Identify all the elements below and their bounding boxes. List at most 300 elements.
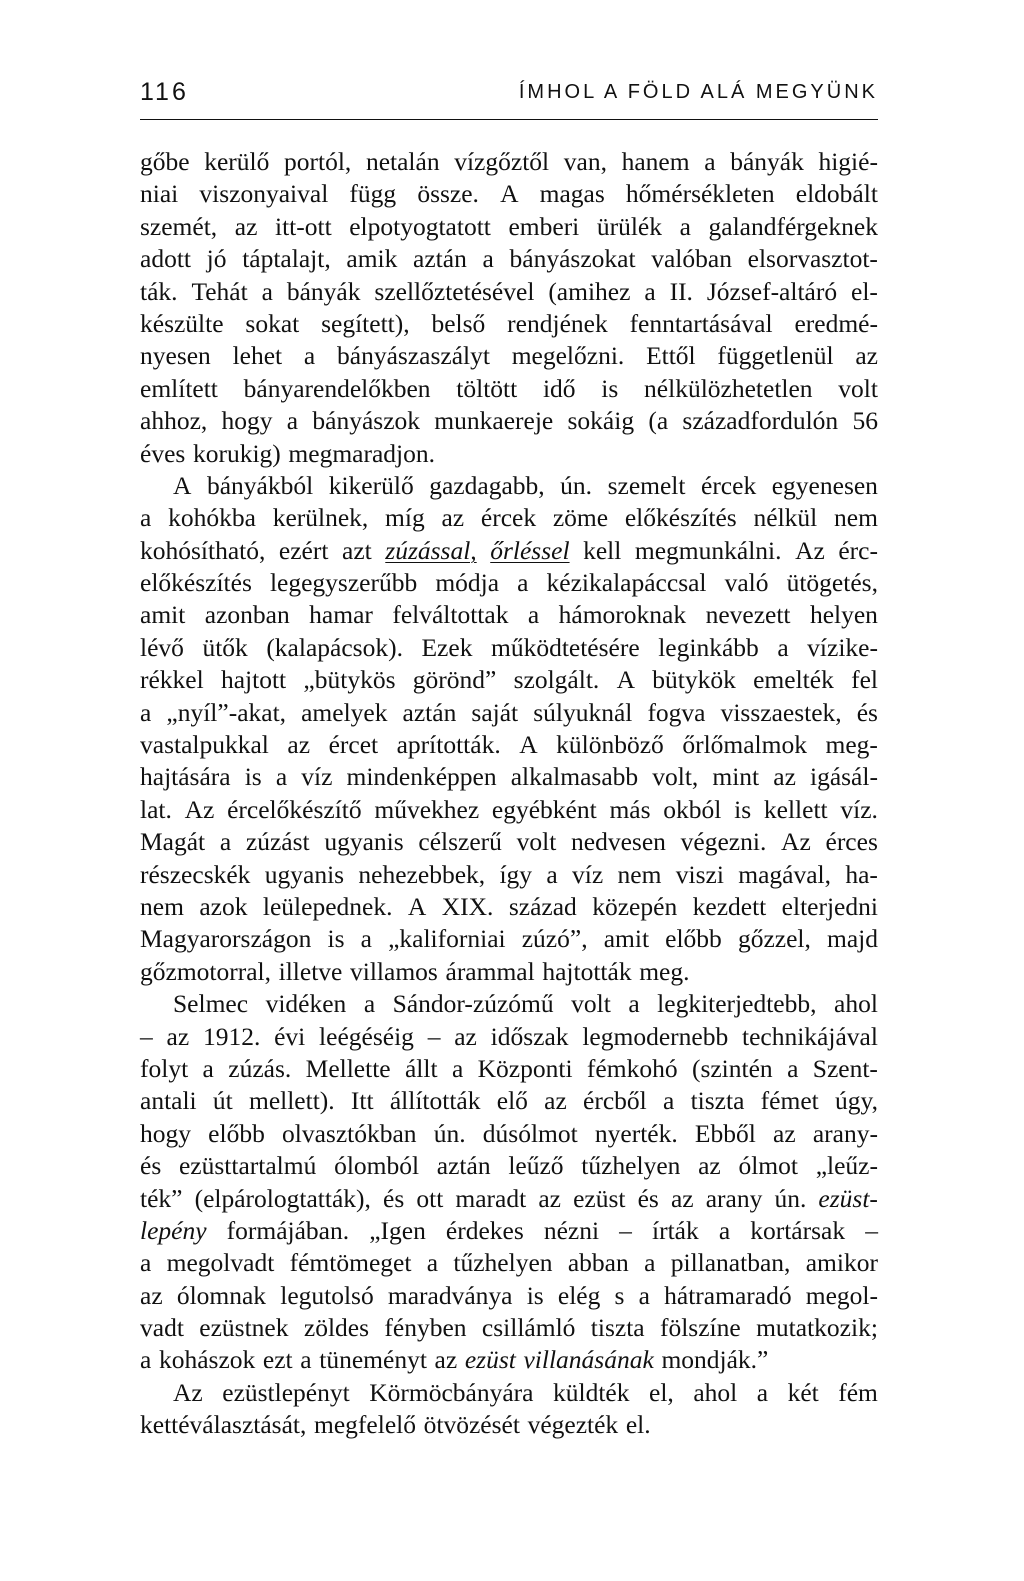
word: megfelelő <box>314 1410 416 1440</box>
text-line <box>140 308 878 340</box>
word: bányarendelőkben <box>243 373 431 403</box>
word: a <box>426 1248 439 1278</box>
word: a <box>628 989 640 1019</box>
word: eredmé- <box>794 308 878 338</box>
word: Az <box>795 535 825 565</box>
word: volt, <box>652 762 699 792</box>
word: ezüstlepényt <box>222 1377 350 1407</box>
word: az <box>234 211 258 241</box>
word: Az <box>781 827 811 857</box>
word: és <box>383 1183 405 1213</box>
word: kezdett <box>692 891 767 921</box>
word: fel <box>851 665 878 695</box>
word: bányászaszályt <box>337 341 490 371</box>
word: az <box>166 1021 190 1051</box>
word: az <box>773 762 796 792</box>
text-line <box>140 697 878 729</box>
word: kézikalapáccsal <box>546 568 707 598</box>
word: nevezett <box>705 600 791 630</box>
word: maradt <box>455 1183 527 1213</box>
word: legutolsó <box>280 1280 374 1310</box>
word: lehet <box>232 341 283 371</box>
word: ezt <box>262 1345 293 1375</box>
word: – <box>865 1215 878 1245</box>
word: említett <box>140 373 218 403</box>
word: „leűz- <box>815 1151 878 1181</box>
word: az <box>287 730 311 760</box>
word: a <box>787 1053 799 1083</box>
word: volt <box>516 827 557 857</box>
text-line <box>140 1344 878 1376</box>
word: elsorvasztot- <box>747 244 878 274</box>
word: a <box>663 1086 675 1116</box>
word: bányák <box>286 276 361 306</box>
word: hátramaradó <box>664 1280 792 1310</box>
word: A <box>500 179 519 209</box>
word: nehezebbek, <box>358 859 486 889</box>
text-line <box>140 859 878 891</box>
word: ürülék <box>596 211 663 241</box>
word: nélkülözhetetlen <box>644 373 813 403</box>
word: kikerülő <box>328 470 414 500</box>
text-line <box>140 632 878 664</box>
word: magas <box>539 179 605 209</box>
word: század <box>508 891 577 921</box>
text-line <box>140 470 878 502</box>
text-line <box>140 502 878 534</box>
word: leülepednek. <box>262 891 393 921</box>
word: századfordulón <box>682 406 839 436</box>
word: kortársak <box>750 1215 846 1245</box>
word: ólomból <box>334 1151 420 1181</box>
word: Szent- <box>812 1053 878 1083</box>
text-line <box>140 794 878 826</box>
word: szellőztetésével <box>374 276 535 306</box>
word: ugyanis <box>264 859 345 889</box>
word: bányák <box>730 147 804 176</box>
word: is <box>244 762 262 792</box>
word: gazdagabb, <box>429 470 545 500</box>
word: művekhez <box>374 794 480 824</box>
word: kohókba <box>168 503 256 533</box>
word: higié- <box>818 147 878 176</box>
word: egyenesen <box>771 470 878 500</box>
word: itt-ott <box>274 211 332 241</box>
word: kerülő <box>204 147 270 176</box>
word: amelyek <box>301 697 388 727</box>
word: pillanatban, <box>670 1248 791 1278</box>
word: végezni. <box>680 827 767 857</box>
word: és <box>140 1151 162 1181</box>
word: munkaereje <box>434 406 554 436</box>
word: előbb <box>208 1118 265 1148</box>
word: érc- <box>838 535 878 565</box>
word: út <box>212 1086 233 1116</box>
word: aztán <box>402 697 457 727</box>
word: hamar <box>309 600 373 630</box>
word: víz <box>301 762 333 792</box>
word: rékkel <box>140 665 204 695</box>
word: s <box>614 1280 625 1310</box>
word: víz. <box>840 794 878 824</box>
word: József-altáró <box>706 276 838 306</box>
word: őrléssel <box>490 535 570 565</box>
word: zúzással, <box>385 535 477 565</box>
word: hogy <box>221 406 273 436</box>
word: Az <box>184 794 215 824</box>
word: fölszíne <box>659 1313 741 1343</box>
word: érdekes <box>445 1215 524 1245</box>
word: megolvadt <box>166 1248 275 1278</box>
word: II. <box>669 276 693 306</box>
word: való <box>724 568 769 598</box>
text-line <box>140 1053 878 1085</box>
word: saját <box>471 697 519 727</box>
word: alkalmasabb <box>510 762 639 792</box>
word: függ <box>349 179 397 209</box>
word: legmodernebb <box>582 1021 729 1051</box>
word: zúzást <box>245 827 310 857</box>
word: arany <box>705 1183 763 1213</box>
word: sokat <box>245 308 300 338</box>
word: ott <box>416 1183 444 1213</box>
word: egyébként <box>491 794 597 824</box>
word: hámoroknak <box>558 600 687 630</box>
word: ércek <box>480 503 537 533</box>
word: míg <box>385 503 425 533</box>
word: nyerték. <box>594 1118 678 1148</box>
word: nyesen <box>140 341 211 371</box>
word: adott <box>140 244 191 274</box>
word: zöme <box>552 503 609 533</box>
word: bányászokat <box>509 244 636 274</box>
word: vízike- <box>807 632 878 662</box>
word: göröndˮ <box>412 665 497 695</box>
word: ún. <box>560 470 593 500</box>
word: és <box>637 1183 659 1213</box>
word: bütykök <box>652 665 736 695</box>
word: a <box>527 600 540 630</box>
word: a <box>756 1377 769 1407</box>
text-line <box>140 1377 878 1409</box>
word: meg. <box>639 956 690 986</box>
text-line <box>140 211 878 243</box>
word: Mellette <box>305 1053 391 1083</box>
word: előkészítés <box>140 568 252 598</box>
word: amit <box>603 924 650 954</box>
word: szolgált. <box>513 665 600 695</box>
word: viszi <box>675 859 724 889</box>
word: fogva <box>647 697 706 727</box>
text-line <box>140 405 878 437</box>
word: a <box>140 1248 152 1278</box>
word: majd <box>826 924 878 954</box>
word: fémtömeget <box>289 1248 412 1278</box>
word: „kaliforniai <box>388 924 506 954</box>
word: ezüsttartalmú <box>178 1151 317 1181</box>
word: időszak <box>490 1021 569 1051</box>
word: a <box>517 568 529 598</box>
text-line <box>140 956 878 988</box>
text-line <box>140 891 878 923</box>
word: a <box>303 341 316 371</box>
text-line <box>140 923 878 955</box>
text-line <box>140 826 878 858</box>
word: a <box>360 924 372 954</box>
word: elő <box>496 1086 528 1116</box>
word: dúsólmot <box>482 1118 578 1148</box>
word: felváltottak <box>392 600 509 630</box>
text-line <box>140 1150 878 1182</box>
word: segített), <box>321 308 410 338</box>
word: „Igen <box>369 1215 426 1245</box>
word: 1912. <box>202 1021 261 1051</box>
word: elég <box>557 1280 601 1310</box>
word: „nyílˮ-akat, <box>166 697 287 727</box>
word: fenntartásával <box>629 308 773 338</box>
word: előkészítés <box>624 503 737 533</box>
word: ércet <box>328 730 379 760</box>
word: az <box>773 1118 796 1148</box>
word: kellett <box>763 794 828 824</box>
word: mondják.ˮ <box>661 1345 769 1375</box>
word: is <box>327 924 345 954</box>
word: a <box>644 276 656 306</box>
word: is <box>734 794 752 824</box>
word: – <box>140 1021 153 1051</box>
word: tűzhelyen <box>581 1151 681 1181</box>
word: azok <box>199 891 248 921</box>
word: más <box>609 794 651 824</box>
word: az <box>454 1021 477 1051</box>
word: bányákból <box>206 470 314 500</box>
word: ércből <box>583 1086 647 1116</box>
word: elpotyogtatott <box>349 211 491 241</box>
word: úgy, <box>834 1086 878 1116</box>
word: olvasztókban <box>282 1118 417 1148</box>
word: ötvözését <box>423 1410 520 1440</box>
text-line <box>140 340 878 372</box>
word: mindenképpen <box>346 762 497 792</box>
word: Az <box>173 1377 203 1407</box>
word: kohászok <box>158 1345 256 1375</box>
word: az <box>670 1183 694 1213</box>
word: lepény <box>140 1215 207 1245</box>
word: az <box>544 1086 567 1116</box>
text-line <box>140 438 878 470</box>
word: vastalpukkal <box>140 730 269 760</box>
word: gőzmotorral, <box>140 956 271 986</box>
word: fényben <box>384 1313 467 1343</box>
word: ún. <box>774 1183 807 1213</box>
word: az <box>140 1280 163 1310</box>
word: hajtott <box>220 665 287 695</box>
word: nem <box>140 891 184 921</box>
word: fém <box>838 1377 878 1407</box>
text-line <box>140 1280 878 1312</box>
word: árammal <box>445 956 535 986</box>
word: zúzóˮ, <box>521 924 588 954</box>
text-line <box>140 373 878 405</box>
word: a <box>140 503 152 533</box>
word: ezüstnek <box>199 1313 289 1343</box>
word: villanásának <box>523 1345 654 1375</box>
word: technikájával <box>742 1021 878 1051</box>
word: Itt <box>350 1086 374 1116</box>
word: ugyanis <box>324 827 404 857</box>
word: legegyszerűbb <box>269 568 418 598</box>
word: Ebből <box>694 1118 756 1148</box>
word: az <box>434 1345 458 1375</box>
text-line <box>140 1183 878 1215</box>
text-line <box>140 599 878 631</box>
word: az <box>538 1183 561 1213</box>
word: – <box>427 1021 441 1051</box>
word: Magyarországon <box>140 924 312 954</box>
word: ták. <box>140 276 178 306</box>
word: viszonyaival <box>199 179 329 209</box>
word: szemelt <box>607 470 686 500</box>
word: megmaradjon. <box>288 438 435 468</box>
word: (amihez <box>548 276 631 306</box>
word: azt <box>342 535 372 565</box>
word: amit <box>140 600 186 630</box>
word: megol- <box>805 1280 878 1310</box>
word: kettéválasztását, <box>140 1410 307 1440</box>
word: állt <box>404 1053 438 1083</box>
text-line <box>140 1085 878 1117</box>
word: tűzhelyen <box>453 1248 553 1278</box>
word: aztán <box>413 244 467 274</box>
word: vízgőztől <box>454 147 550 176</box>
text-line <box>140 761 878 793</box>
word: a <box>777 632 789 662</box>
word: közepén <box>592 891 678 921</box>
word: a <box>261 276 273 306</box>
word: el- <box>851 276 878 306</box>
word: visszaestek, <box>720 697 842 727</box>
word: nézni <box>543 1215 600 1245</box>
text-line <box>140 1409 878 1441</box>
word: a <box>219 827 232 857</box>
word: kell <box>583 535 622 565</box>
word: előbb <box>665 924 722 954</box>
text-line <box>140 664 878 696</box>
word: a <box>140 697 152 727</box>
word: nélkül <box>753 503 818 533</box>
word: tiszta <box>590 1313 645 1343</box>
word: részecskék <box>140 859 251 889</box>
word: Sándor-zúzómű <box>392 989 554 1019</box>
word: azonban <box>204 600 290 630</box>
word: táptalajt, <box>242 244 331 274</box>
word: ólmot <box>738 1151 798 1181</box>
text-line <box>140 146 878 178</box>
word: illetve <box>278 956 343 986</box>
word: a <box>300 1345 312 1375</box>
word: volt <box>571 989 611 1019</box>
word: Ezek <box>421 632 473 662</box>
word: végezték <box>527 1410 619 1440</box>
word: megmunkálni. <box>634 535 782 565</box>
word: csillámló <box>481 1313 576 1343</box>
word: villamos <box>350 956 438 986</box>
word: lévő <box>140 632 184 662</box>
word: célszerű <box>418 827 502 857</box>
word: ahol <box>834 989 878 1019</box>
word: a <box>704 147 716 176</box>
word: nem <box>834 503 878 533</box>
word: fémkohó <box>586 1053 678 1083</box>
text-line <box>140 1312 878 1344</box>
word: két <box>787 1377 819 1407</box>
word: gőbe <box>140 147 190 176</box>
word: írták <box>652 1215 699 1245</box>
word: arany- <box>812 1118 878 1148</box>
word: ezért <box>278 535 329 565</box>
text-line <box>140 535 878 567</box>
text-line <box>140 243 878 275</box>
word: korukig) <box>192 438 281 468</box>
word: évi <box>274 1021 306 1051</box>
word: a <box>363 989 376 1019</box>
word: a <box>546 859 558 889</box>
word: aprították. <box>396 730 501 760</box>
word: Körmöcbányára <box>369 1377 534 1407</box>
word: leginkább <box>658 632 759 662</box>
word: hogy <box>140 1118 191 1148</box>
word: abban <box>567 1248 629 1278</box>
word: tiszta <box>690 1086 745 1116</box>
word: így <box>499 859 533 889</box>
word: a <box>482 244 494 274</box>
word: elterjedni <box>781 891 878 921</box>
word: éves <box>140 438 186 468</box>
word: leégéséig <box>319 1021 414 1051</box>
word: emelték <box>753 665 834 695</box>
word: mellett). <box>248 1086 335 1116</box>
word: hőmérsékleten <box>625 179 775 209</box>
word: hanem <box>621 147 690 176</box>
word: kerülnek, <box>272 503 369 533</box>
word: össze. <box>417 179 479 209</box>
word: amikor <box>805 1248 878 1278</box>
word: ahhoz, <box>140 406 208 436</box>
word: valóban <box>651 244 732 274</box>
word: érces <box>825 827 878 857</box>
word: a <box>275 762 288 792</box>
word: (elpárologtatták), <box>194 1183 371 1213</box>
word: ólomnak <box>176 1280 267 1310</box>
word: Tehát <box>191 276 248 306</box>
word: ezüst <box>573 1183 626 1213</box>
word: bányászok <box>312 406 421 436</box>
word: a <box>140 1345 152 1375</box>
word: zúzás. <box>228 1053 292 1083</box>
word: az <box>441 503 465 533</box>
word: 56 <box>852 406 878 436</box>
word: szemét, <box>140 211 218 241</box>
word: az <box>698 1151 721 1181</box>
word: folyt <box>140 1053 189 1083</box>
word: aztán <box>436 1151 491 1181</box>
word: hajtották <box>542 956 632 986</box>
word: ezüst <box>464 1345 516 1375</box>
word: amik <box>346 244 398 274</box>
word: ahol <box>693 1377 738 1407</box>
word: eldobált <box>795 179 878 209</box>
word: ércelőkészítő <box>227 794 362 824</box>
